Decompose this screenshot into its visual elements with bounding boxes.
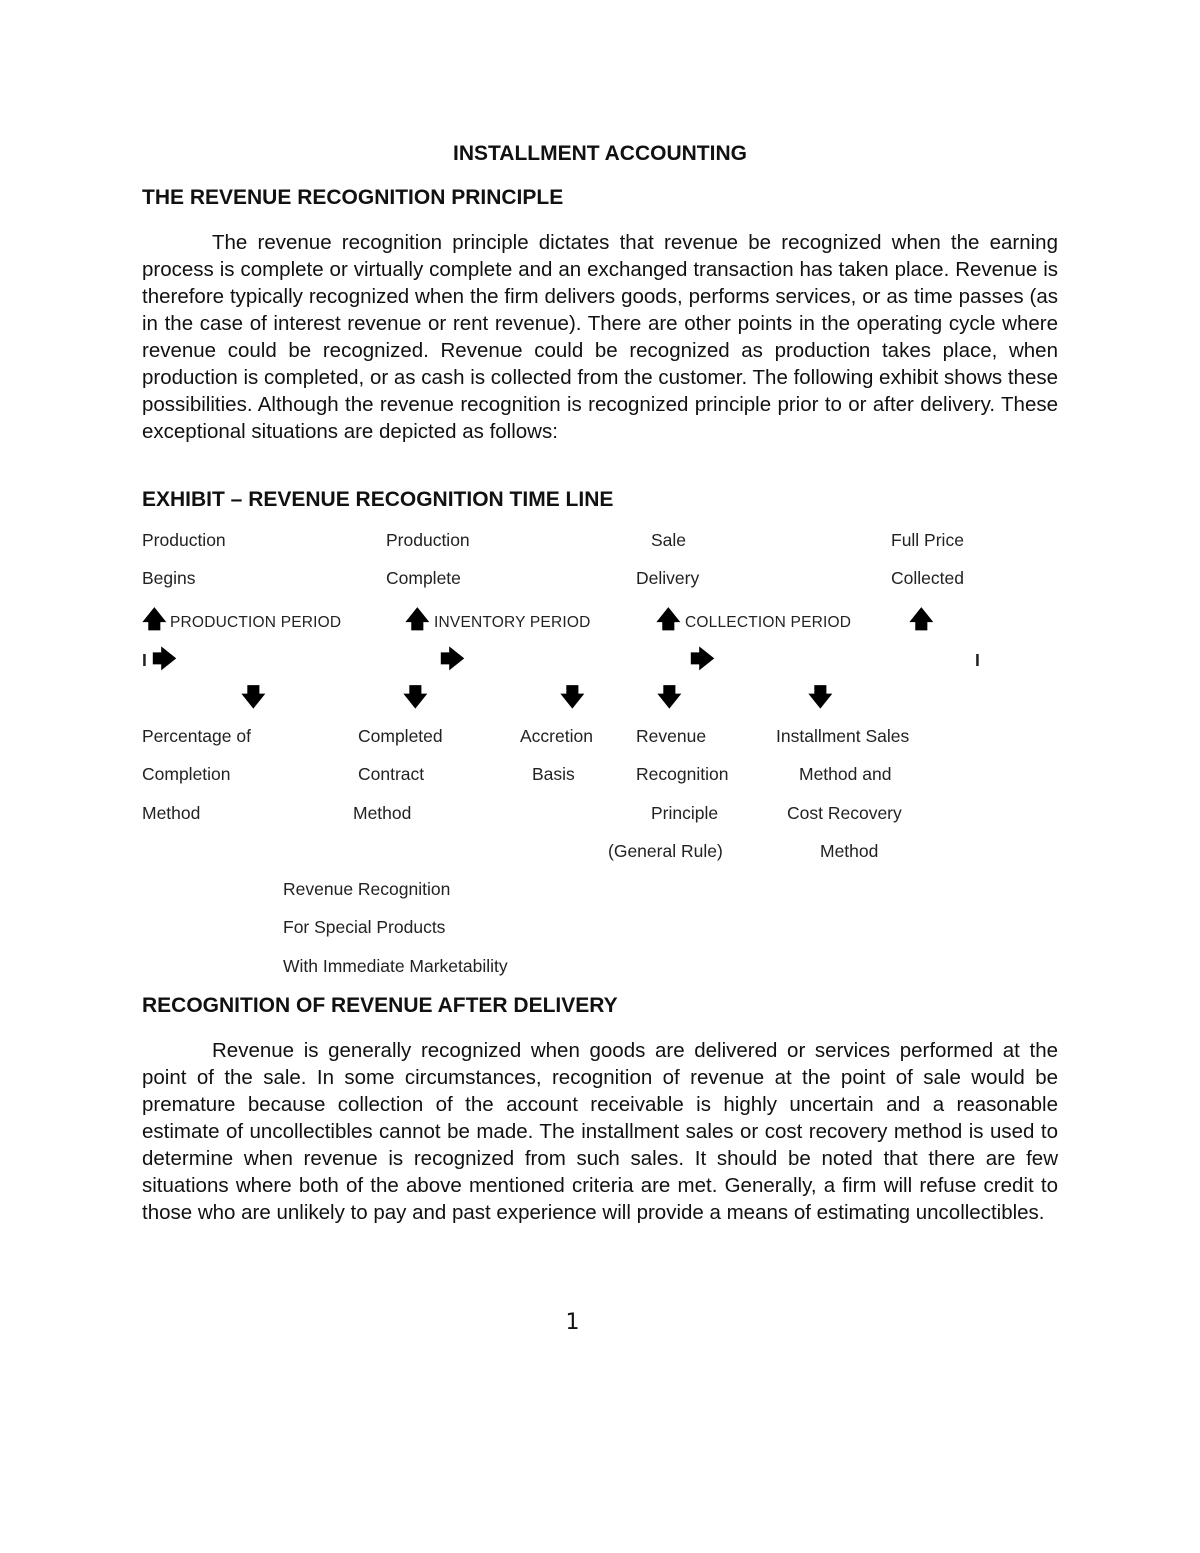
method-line: Percentage of bbox=[142, 726, 251, 746]
paragraph-revenue-recognition: The revenue recognition principle dictates that revenue be recognized when the earning process is complete or virtually complete and an exchanged transaction has taken place. Revenue is therefore typically recognized when the firm delivers goods, performs services, or as time passes (as in the case of interest revenue or rent revenue). There are other points in the operating cycle where revenue could be recognized. Revenue could be recognized as production takes place, when production is completed, or as cash is collected from the customer. The following exhibit shows these possibilities. Although the revenue recognition is recognized principle prior to or after delivery. These exceptional situations are depicted as follows: bbox=[142, 231, 1058, 443]
method-line: Basis bbox=[532, 764, 575, 784]
document-title: INSTALLMENT ACCOUNTING bbox=[453, 142, 747, 165]
method-line: Accretion bbox=[520, 726, 593, 746]
method-line: Revenue bbox=[636, 726, 707, 746]
milestone-label: Begins bbox=[142, 568, 196, 588]
special-line: With Immediate Marketability bbox=[283, 956, 508, 976]
method-line: Completion bbox=[142, 764, 231, 784]
timeline-end-bar: I bbox=[975, 650, 980, 670]
special-line: For Special Products bbox=[283, 917, 446, 937]
method-line: Completed bbox=[358, 726, 443, 746]
method-line: Installment Sales bbox=[776, 726, 910, 746]
paragraph-after-delivery: Revenue is generally recognized when goods are delivered or services performed at the point of the sale. In some circumstances, recognition of revenue at the point of sale would be premature because collection of the account receivable is highly uncertain and a reasonable estimate of uncollectibles cannot be made. The installment sales or cost recovery method is used to determine when revenue is recognized from such sales. It should be noted that there are few situations where both of the above mentioned criteria are met. Generally, a firm will refuse credit to those who are unlikely to pay and past experience will provide a means of estimating uncollectibles. bbox=[142, 1039, 1058, 1224]
arrow-down-icon: 🡇 bbox=[403, 684, 428, 711]
arrow-right-icon: 🡆 bbox=[152, 646, 177, 673]
arrow-up-icon: 🡅 bbox=[142, 606, 167, 633]
exhibit-heading: EXHIBIT – REVENUE RECOGNITION TIME LINE bbox=[142, 488, 614, 511]
arrow-up-icon: 🡅 bbox=[656, 606, 681, 633]
period-label: PRODUCTION PERIOD bbox=[170, 614, 342, 631]
milestone-label: Collected bbox=[891, 568, 964, 588]
method-line: (General Rule) bbox=[608, 841, 723, 861]
arrow-down-icon: 🡇 bbox=[657, 684, 682, 711]
milestone-label: Production bbox=[386, 530, 470, 550]
method-line: Method bbox=[353, 803, 412, 823]
milestone-label: Delivery bbox=[636, 568, 700, 588]
method-line: Principle bbox=[651, 803, 719, 823]
arrow-right-icon: 🡆 bbox=[690, 646, 715, 673]
timeline-start-bar: I bbox=[142, 650, 147, 670]
section-heading-revenue-recognition: THE REVENUE RECOGNITION PRINCIPLE bbox=[142, 186, 564, 209]
arrow-up-icon: 🡅 bbox=[405, 606, 430, 633]
arrow-up-icon: 🡅 bbox=[909, 606, 934, 633]
milestone-label: Sale bbox=[651, 530, 687, 550]
arrow-down-icon: 🡇 bbox=[241, 684, 266, 711]
arrow-down-icon: 🡇 bbox=[808, 684, 833, 711]
arrow-right-icon: 🡆 bbox=[440, 646, 465, 673]
method-line: Method and bbox=[799, 764, 892, 784]
method-line: Contract bbox=[358, 764, 425, 784]
period-label: INVENTORY PERIOD bbox=[434, 614, 591, 631]
milestone-label: Production bbox=[142, 530, 226, 550]
page-number: 1 bbox=[565, 1310, 580, 1335]
milestone-label: Full Price bbox=[891, 530, 964, 550]
method-line: Cost Recovery bbox=[787, 803, 902, 823]
arrow-down-icon: 🡇 bbox=[560, 684, 585, 711]
section-heading-after-delivery: RECOGNITION OF REVENUE AFTER DELIVERY bbox=[142, 994, 618, 1017]
method-line: Method bbox=[142, 803, 201, 823]
method-line: Method bbox=[820, 841, 879, 861]
method-line: Recognition bbox=[636, 764, 729, 784]
milestone-label: Complete bbox=[386, 568, 461, 588]
special-line: Revenue Recognition bbox=[283, 879, 451, 899]
period-label: COLLECTION PERIOD bbox=[685, 614, 852, 631]
